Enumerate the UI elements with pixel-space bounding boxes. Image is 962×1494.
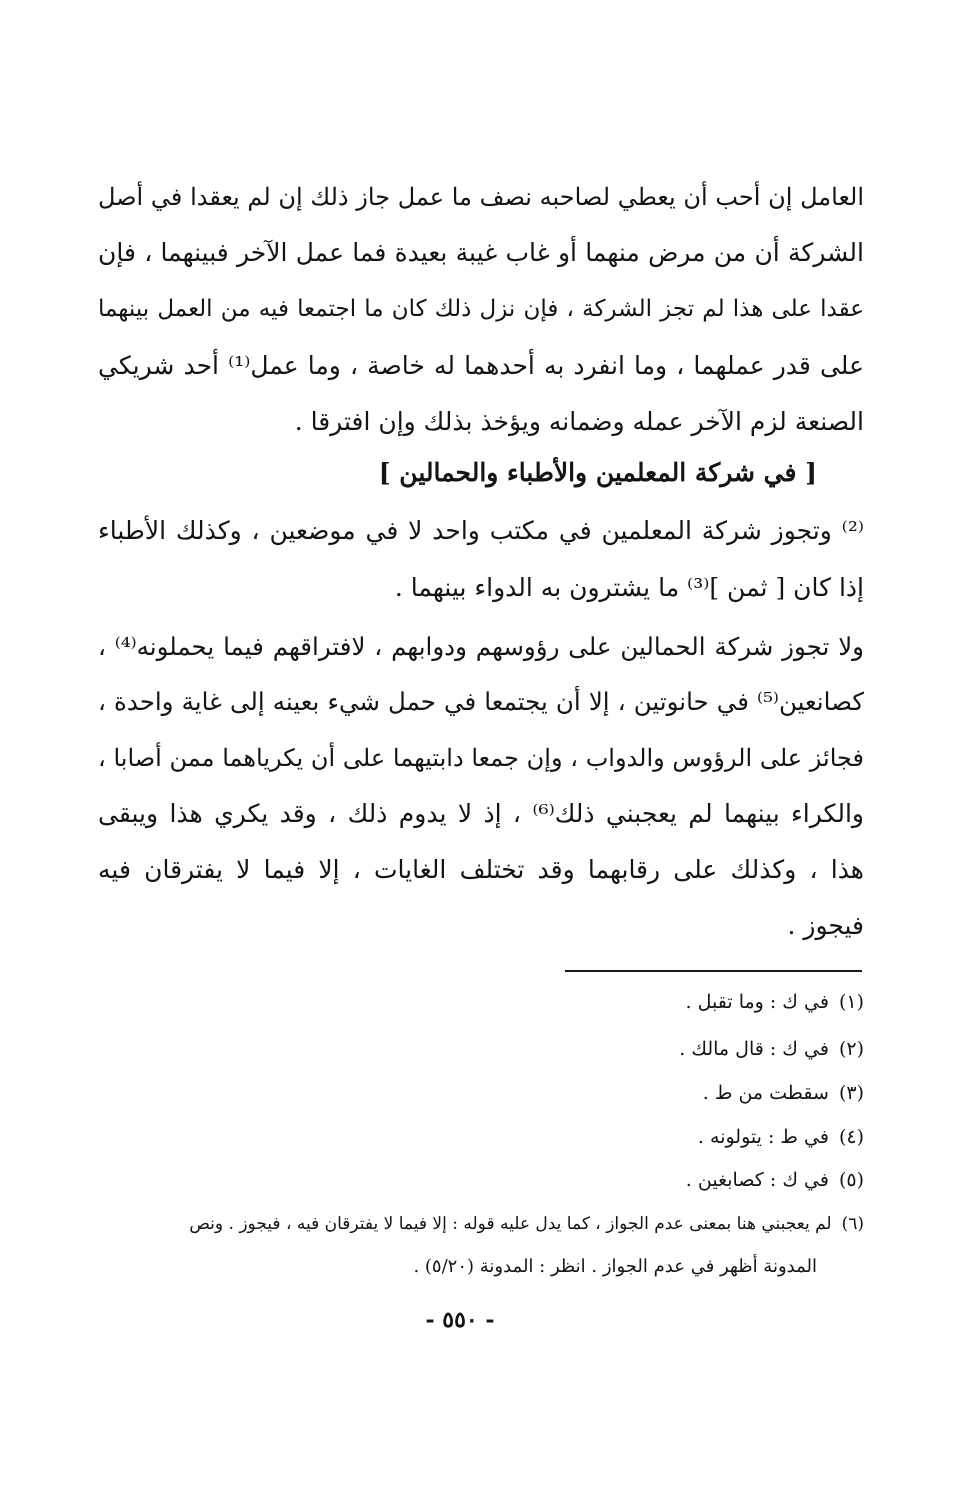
footnote-number: (١) (838, 991, 864, 1013)
footnote-text: سقطت من ط . (702, 1082, 829, 1104)
page-number: - ٥٥٠ - (425, 1307, 495, 1333)
paragraph2-line-1: ⁽²⁾ وتجوز شركة المعلمين في مكتب واحد لا في موضعين ، وكذلك الأطباء (98, 516, 864, 545)
footnote-text: لم يعجبني هنا بمعنى عدم الجواز ، كما يدل عليه قوله : إلا فيما لا يفترقان فيه ، فيجوز . ونص (189, 1214, 832, 1234)
body-line-2: الشركة أن من مرض منهما أو غاب غيبة بعيدة فما عمل الآخر فبينهما ، فإن (98, 238, 864, 267)
footnote-6 (189, 1211, 864, 1237)
footnote-2 (679, 1036, 864, 1062)
body-line-3: عقدا على هذا لم تجز الشركة ، فإن نزل ذلك كان ما اجتمعا فيه من العمل بينهما (98, 296, 864, 322)
footnote-number: (٣) (838, 1082, 864, 1104)
body-line-1: العامل إن أحب أن يعطي لصاحبه نصف ما عمل جاز ذلك إن لم يعقدا في أصل (98, 183, 864, 211)
paragraph2-line-2: إذا كان [ ثمن ]⁽³⁾ ما يشترون به الدواء بينهما . (394, 573, 864, 602)
footnote-1 (686, 989, 864, 1015)
footnote-number: (٦) (841, 1214, 864, 1234)
section-heading: [ في شركة المعلمين والأطباء والحمالين ] (378, 458, 817, 487)
footnote-4 (698, 1124, 864, 1150)
footnote-text: في ك : قال مالك . (679, 1038, 829, 1060)
footnote-3 (703, 1080, 864, 1106)
footnote-number: (٤) (838, 1126, 864, 1148)
paragraph3-line-5: هذا ، وكذلك على رقابهما وقد تختلف الغايات ، إلا فيما لا يفترقان فيه (98, 855, 864, 884)
body-line-4: على قدر عملهما ، وما انفرد به أحدهما له خاصة ، وما عمل⁽¹⁾ أحد شريكي (98, 351, 864, 380)
paragraph3-line-1: ولا تجوز شركة الحمالين على رؤوسهم ودوابهم ، لافتراقهم فيما يحملونه⁽⁴⁾ ، (98, 632, 864, 661)
footnote-text: في ك : وما تقبل . (685, 991, 829, 1013)
paragraph3-line-3: فجائز على الرؤوس والدواب ، وإن جمعا دابتيهما على أن يكرياهما ممن أصابا ، (98, 744, 864, 772)
paragraph3-line-2: كصانعين⁽⁵⁾ في حانوتين ، إلا أن يجتمعا في حمل شيء بعينه إلى غاية واحدة ، (98, 687, 864, 716)
footnote-6-continuation: المدونة أظهر في عدم الجواز . انظر : المدونة (٥/٢٠) . (413, 1256, 817, 1277)
footnote-separator (565, 970, 862, 972)
paragraph3-line-6: فيجوز . (787, 911, 864, 940)
footnote-text: في ط : يتولونه . (697, 1126, 829, 1148)
footnote-5 (686, 1167, 864, 1193)
footnote-number: (٢) (838, 1038, 864, 1060)
paragraph3-line-4: والكراء بينهما لم يعجبني ذلك⁽⁶⁾ ، إذ لا يدوم ذلك ، وقد يكري هذا ويبقى (98, 799, 864, 828)
footnote-text: في ك : كصابغين . (685, 1169, 829, 1191)
footnote-number: (٥) (838, 1169, 864, 1191)
body-line-5: الصنعة لزم الآخر عمله وضمانه ويؤخذ بذلك وإن افترقا . (294, 407, 864, 436)
